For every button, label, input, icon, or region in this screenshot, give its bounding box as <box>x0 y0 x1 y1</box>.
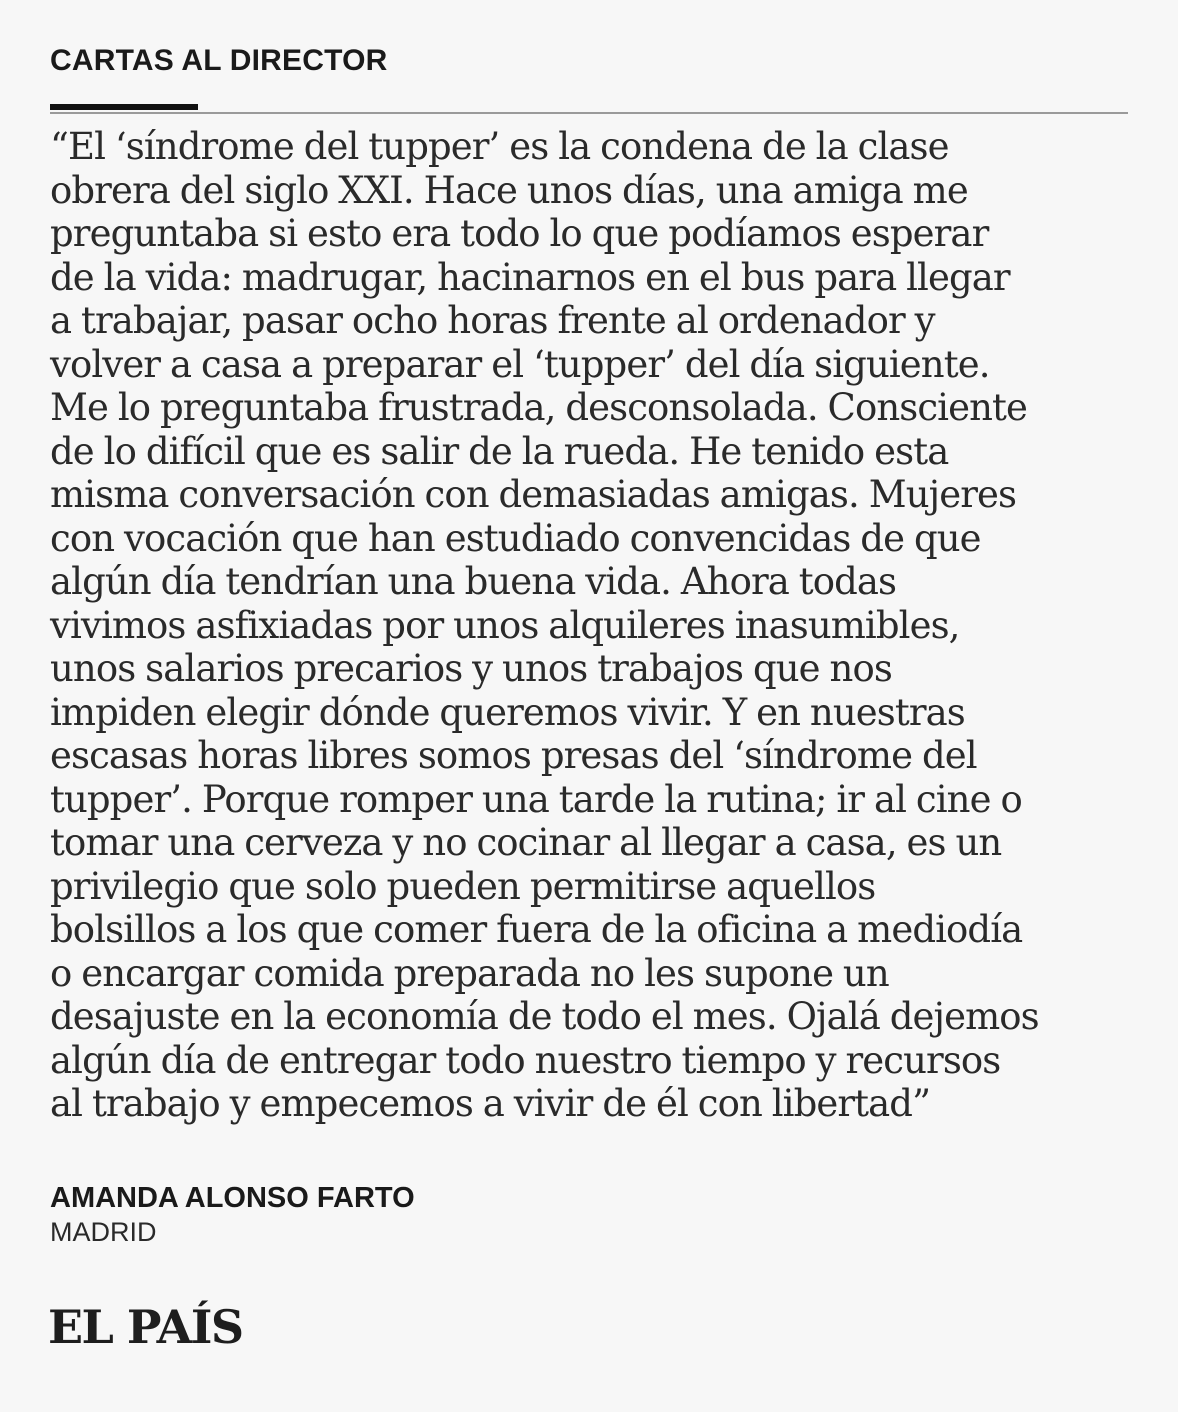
letter-line: algún día tendrían una buena vida. Ahora todas <box>50 560 897 603</box>
section-label: CARTAS AL DIRECTOR <box>50 44 388 77</box>
letter-line: de la vida: madrugar, hacinarnos en el bus para llegar <box>50 255 1010 299</box>
letter-line: algún día de entregar todo nuestro tiempo y recursos <box>50 1038 1001 1082</box>
author-name: AMANDA ALONSO FARTO <box>50 1182 415 1214</box>
publication-logo: EL PAÍS <box>48 1300 243 1354</box>
letter-line: obrera del siglo XXI. Hace unos días, una amiga me <box>50 168 968 212</box>
section-divider <box>50 112 1128 114</box>
letter-line: escasas horas libres somos presas del ‘síndrome del <box>50 734 977 777</box>
section-accent-bar <box>50 104 198 110</box>
letter-line: preguntaba si esto era todo lo que podíamos esperar <box>50 212 989 255</box>
letter-line: al trabajo y empecemos a vivir de él con libertad” <box>50 1082 931 1125</box>
letter-line: con vocación que han estudiado convencidas de que <box>50 516 981 560</box>
letter-line: impiden elegir dónde queremos vivir. Y en nuestras <box>50 690 965 734</box>
letter-line: misma conversación con demasiadas amigas. Mujeres <box>50 473 1017 516</box>
letter-line: o encargar comida preparada no les supone un <box>50 951 889 995</box>
letter-line: tomar una cerveza y no cocinar al llegar a casa, es un <box>50 821 1002 864</box>
letter-line: bolsillos a los que comer fuera de la oficina a mediodía <box>50 908 1023 951</box>
letter-line: vivimos asfixiadas por unos alquileres inasumibles, <box>50 603 960 647</box>
letter-body <box>50 125 1110 1126</box>
letter-line: unos salarios precarios y unos trabajos que nos <box>50 647 892 690</box>
letter-line: tupper’. Porque romper una tarde la rutina; ir al cine o <box>50 777 1022 821</box>
letter-line: desajuste en la economía de todo el mes. Ojalá dejemos <box>50 995 1039 1038</box>
letter-line: “El ‘síndrome del tupper’ es la condena de la clase <box>50 125 949 168</box>
letter-line: de lo difícil que es salir de la rueda. He tenido esta <box>50 429 949 473</box>
letter-line: a trabajar, pasar ocho horas frente al ordenador y <box>50 299 935 342</box>
letter-line: volver a casa a preparar el ‘tupper’ del día siguiente. <box>50 342 990 386</box>
letter-line: Me lo preguntaba frustrada, desconsolada. Consciente <box>50 386 1028 429</box>
author-city: MADRID <box>50 1217 157 1247</box>
letter-line: privilegio que solo pueden permitirse aquellos <box>50 864 876 908</box>
